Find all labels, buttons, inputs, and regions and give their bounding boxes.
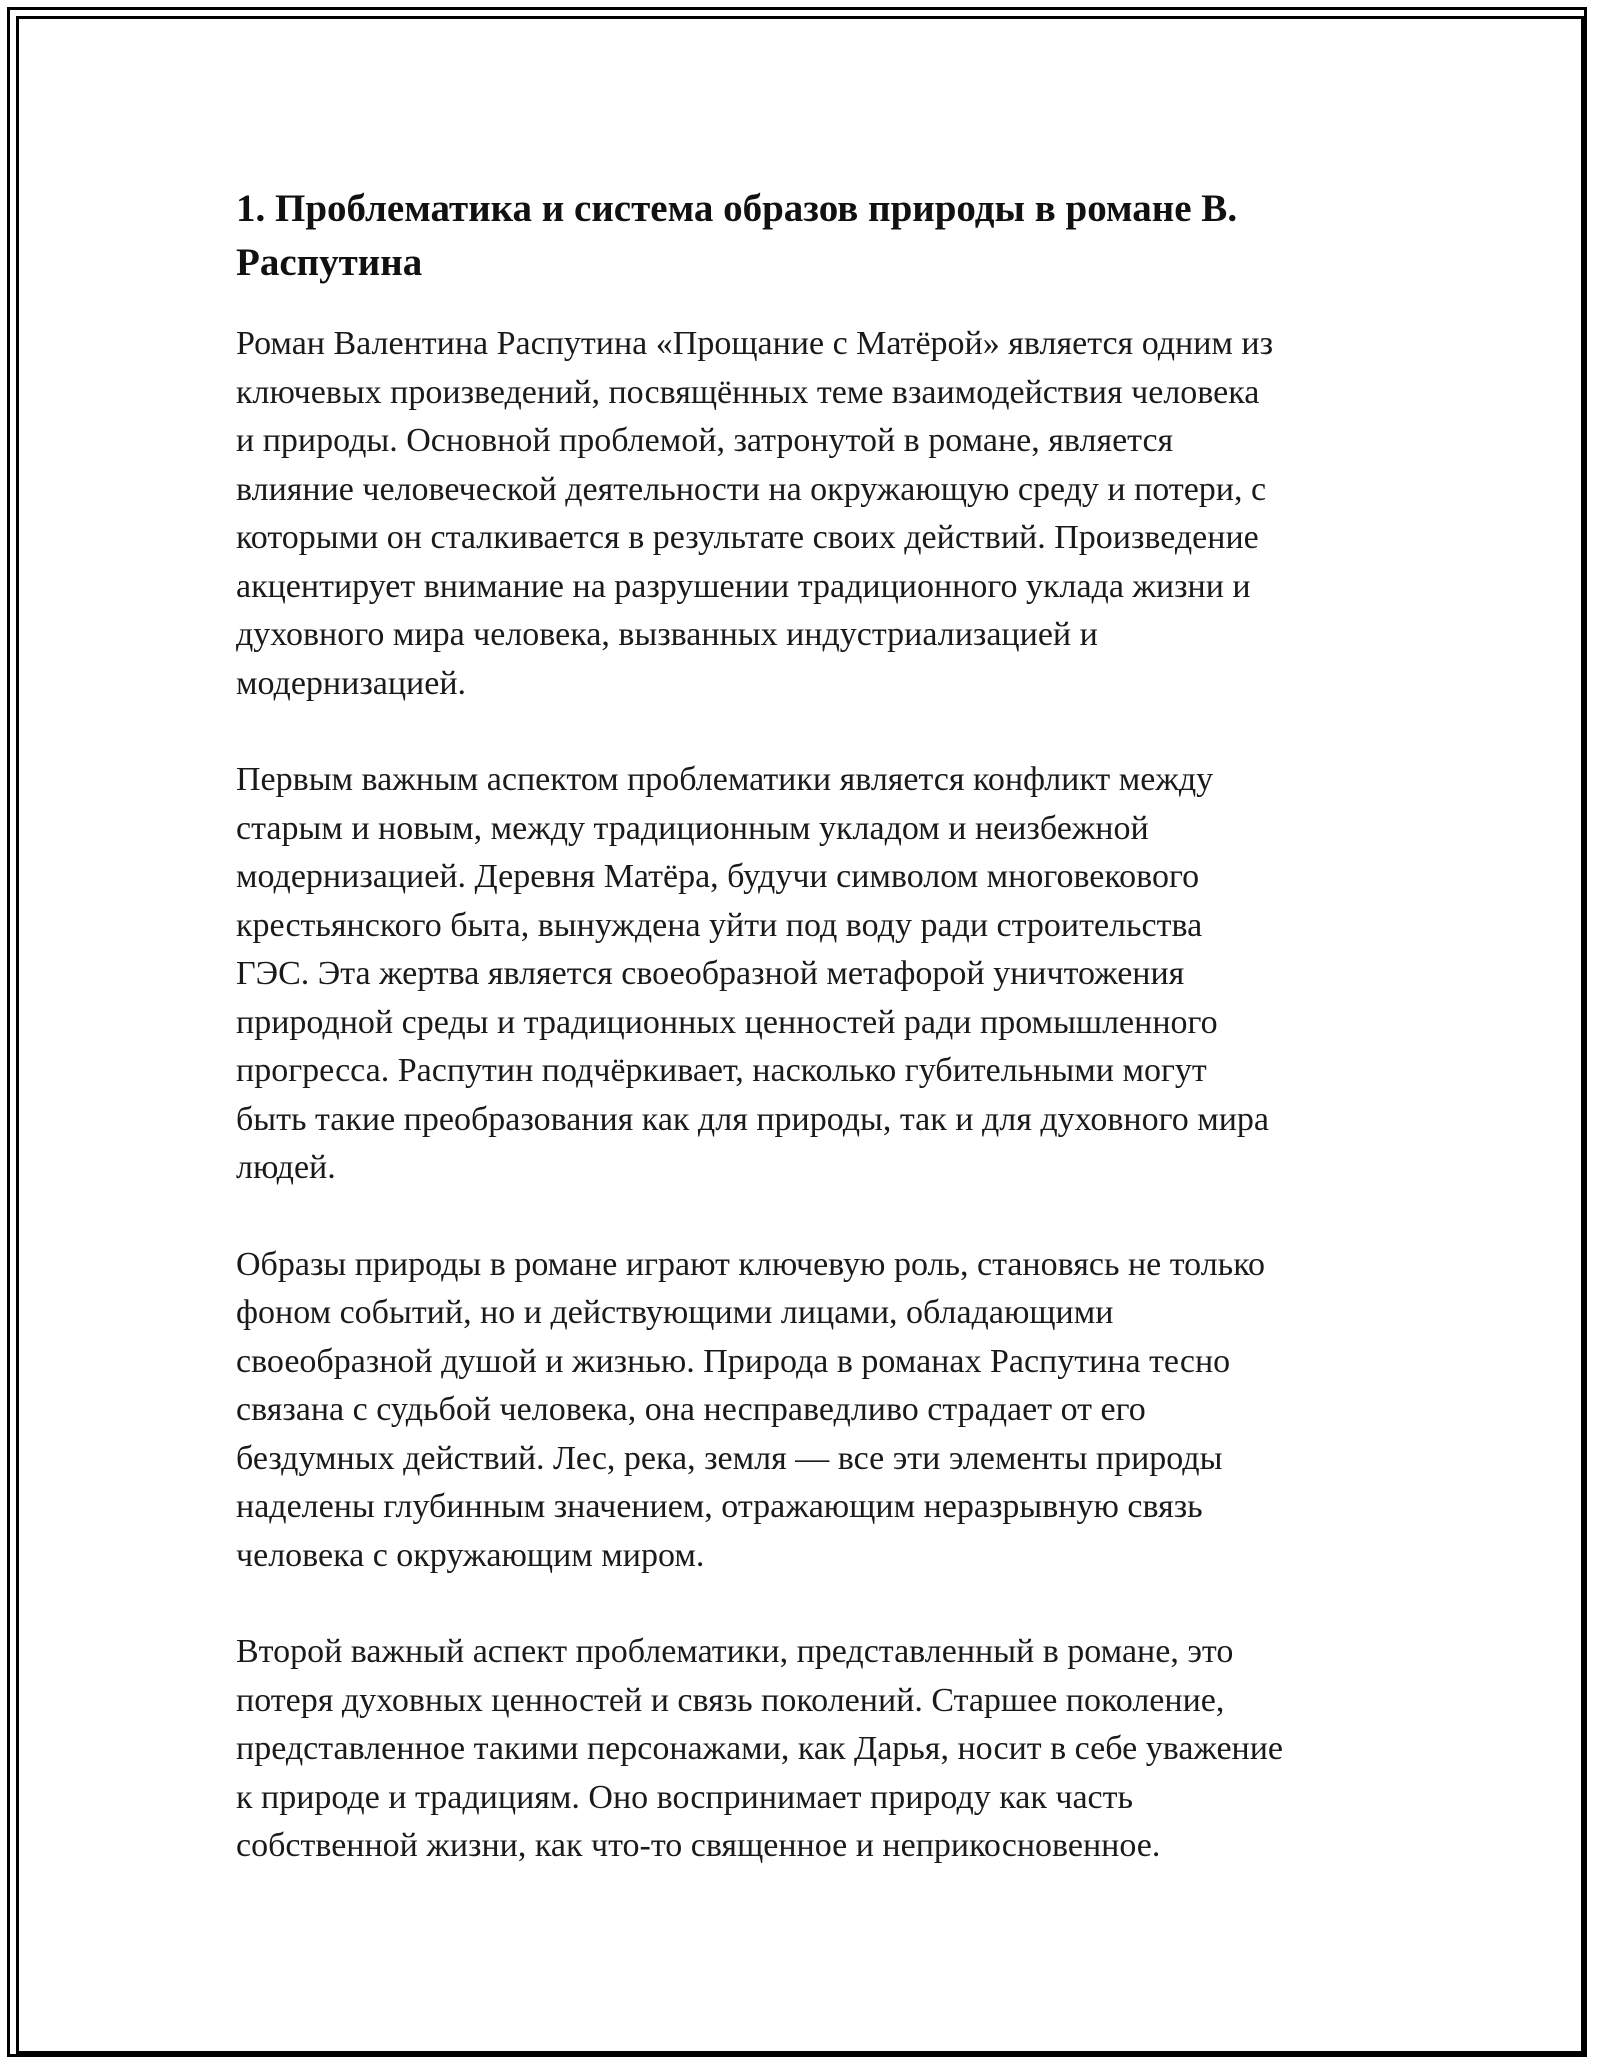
text-line: людей. <box>236 1149 336 1186</box>
text-line: Роман Валентина Распутина «Прощание с Матёрой» является одним из <box>236 325 1274 362</box>
document-body <box>236 182 1376 1871</box>
text-line: модернизацией. <box>236 664 467 702</box>
title-line: Распутина <box>236 241 423 284</box>
text-line: к природе и традициям. Оно воспринимает природу как часть <box>236 1778 1133 1816</box>
text-line: акцентирует внимание на разрушении традиционного уклада жизни и <box>236 567 1251 605</box>
paragraph-intro <box>236 320 1376 708</box>
text-line: Первым важным аспектом проблематики является конфликт между <box>236 761 1214 798</box>
text-line: быть такие преобразования как для природы, так и для духовного мира <box>236 1100 1270 1138</box>
paragraph-conflict <box>236 756 1376 1193</box>
text-line: Второй важный аспект проблематики, представленный в романе, это <box>236 1633 1234 1670</box>
text-line: и природы. Основной проблемой, затронутой в романе, является <box>236 422 1174 459</box>
text-line: прогресса. Распутин подчёркивает, насколько губительными могут <box>236 1052 1207 1089</box>
text-line: природной среды и традиционных ценностей ради промышленного <box>236 1003 1218 1041</box>
text-line: представленное такими персонажами, как Дарья, носит в себе уважение <box>236 1730 1284 1767</box>
text-line: модернизацией. Деревня Матёра, будучи символом многовекового <box>236 858 1200 895</box>
text-line: духовного мира человека, вызванных индустриализацией и <box>236 616 1098 653</box>
text-line: наделены глубинным значением, отражающим неразрывную связь <box>236 1488 1203 1525</box>
text-line: ключевых произведений, посвящённых теме взаимодействия человека <box>236 373 1260 411</box>
text-line: своеобразной душой и жизнью. Природа в романах Распутина тесно <box>236 1342 1231 1380</box>
text-line: связана с судьбой человека, она несправедливо страдает от его <box>236 1391 1146 1428</box>
text-line: собственной жизни, как что-то священное и неприкосновенное. <box>236 1827 1161 1864</box>
text-line: фоном событий, но и действующими лицами, обладающими <box>236 1294 1114 1331</box>
text-line: которыми он сталкивается в результате своих действий. Произведение <box>236 519 1259 556</box>
page-title <box>236 182 1376 290</box>
text-line: человека с окружающим миром. <box>236 1536 705 1574</box>
text-line: бездумных действий. Лес, река, земля — все эти элементы природы <box>236 1439 1223 1477</box>
text-line: потеря духовных ценностей и связь поколений. Старшее поколение, <box>236 1681 1225 1719</box>
text-line: ГЭС. Эта жертва является своеобразной метафорой уничтожения <box>236 955 1185 992</box>
paragraph-generations <box>236 1628 1376 1871</box>
text-line: крестьянского быта, вынуждена уйти под воду ради строительства <box>236 906 1203 944</box>
text-line: Образы природы в романе играют ключевую роль, становясь не только <box>236 1245 1265 1283</box>
text-line: старым и новым, между традиционным укладом и неизбежной <box>236 809 1149 847</box>
text-line: влияние человеческой деятельности на окружающую среду и потери, с <box>236 470 1267 508</box>
title-line: 1. Проблематика и система образов природы в романе В. <box>236 187 1238 230</box>
paragraph-nature-images <box>236 1241 1376 1581</box>
